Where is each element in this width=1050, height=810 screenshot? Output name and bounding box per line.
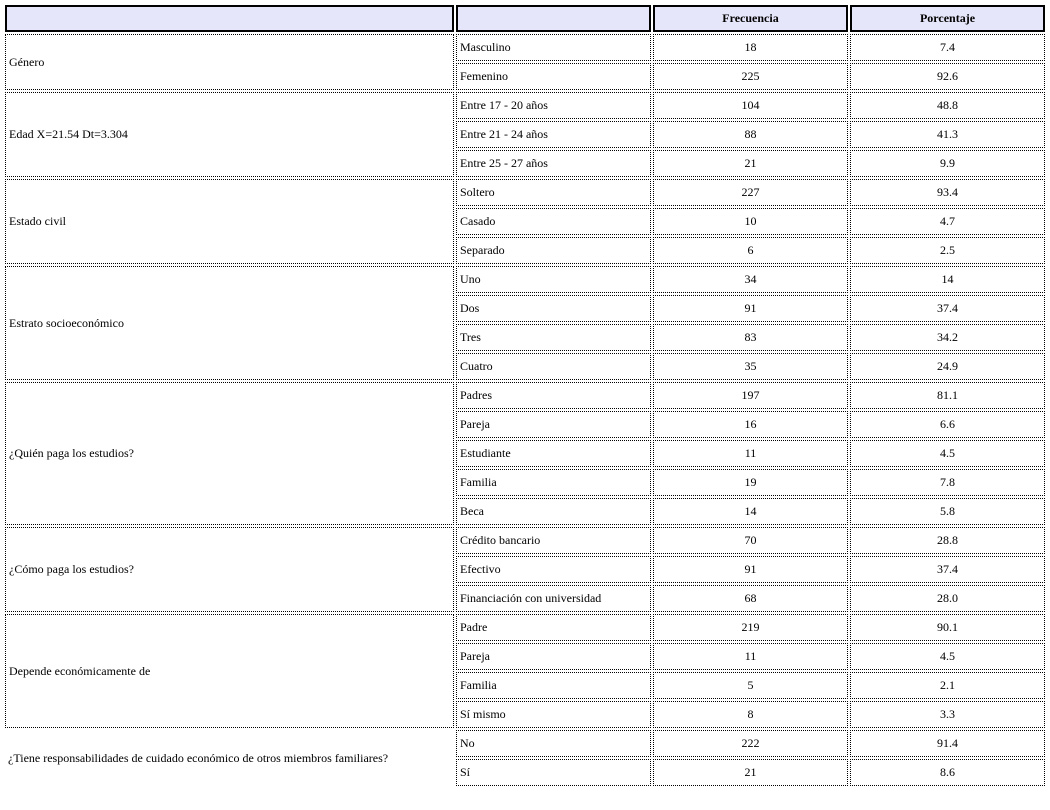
table-row <box>5 179 1045 206</box>
category-cell: Padres <box>456 382 651 409</box>
frequency-cell: 35 <box>653 353 848 380</box>
header-category <box>456 5 651 32</box>
frequency-cell: 10 <box>653 208 848 235</box>
table-row <box>5 34 1045 61</box>
percentage-cell: 92.6 <box>850 63 1045 90</box>
frequency-cell: 11 <box>653 643 848 670</box>
header-frequency: Frecuencia <box>653 5 848 32</box>
frequency-cell: 5 <box>653 672 848 699</box>
category-cell: No <box>456 730 651 757</box>
category-cell: Soltero <box>456 179 651 206</box>
frequency-cell: 19 <box>653 469 848 496</box>
header-row <box>5 5 1045 32</box>
frequency-cell: 16 <box>653 411 848 438</box>
category-cell: Entre 17 - 20 años <box>456 92 651 119</box>
group-label-como-paga: ¿Cómo paga los estudios? <box>5 527 454 612</box>
percentage-cell: 4.5 <box>850 643 1045 670</box>
percentage-cell: 9.9 <box>850 150 1045 177</box>
frequency-cell: 197 <box>653 382 848 409</box>
frequency-cell: 83 <box>653 324 848 351</box>
category-cell: Tres <box>456 324 651 351</box>
frequency-cell: 68 <box>653 585 848 612</box>
group-label-depende: Depende económicamente de <box>5 614 454 728</box>
category-cell: Estudiante <box>456 440 651 467</box>
category-cell: Entre 21 - 24 años <box>456 121 651 148</box>
percentage-cell: 5.8 <box>850 498 1045 525</box>
group-label-edad: Edad X=21.54 Dt=3.304 <box>5 92 454 177</box>
percentage-cell: 2.1 <box>850 672 1045 699</box>
group-label-genero: Género <box>5 34 454 90</box>
percentage-cell: 7.4 <box>850 34 1045 61</box>
category-cell: Familia <box>456 469 651 496</box>
table-row <box>5 266 1045 293</box>
category-cell: Cuatro <box>456 353 651 380</box>
percentage-cell: 28.8 <box>850 527 1045 554</box>
table-row <box>5 527 1045 554</box>
category-cell: Familia <box>456 672 651 699</box>
table-row <box>5 614 1045 641</box>
percentage-cell: 8.6 <box>850 759 1045 786</box>
category-cell: Sí mismo <box>456 701 651 728</box>
percentage-cell: 81.1 <box>850 382 1045 409</box>
percentage-cell: 48.8 <box>850 92 1045 119</box>
frequency-cell: 21 <box>653 150 848 177</box>
category-cell: Pareja <box>456 411 651 438</box>
percentage-cell: 37.4 <box>850 295 1045 322</box>
frequency-cell: 219 <box>653 614 848 641</box>
category-cell: Financiación con universidad <box>456 585 651 612</box>
category-cell: Padre <box>456 614 651 641</box>
category-cell: Entre 25 - 27 años <box>456 150 651 177</box>
percentage-cell: 41.3 <box>850 121 1045 148</box>
percentage-cell: 90.1 <box>850 614 1045 641</box>
group-label-quien-paga: ¿Quién paga los estudios? <box>5 382 454 525</box>
frequency-cell: 6 <box>653 237 848 264</box>
category-cell: Crédito bancario <box>456 527 651 554</box>
percentage-cell: 4.7 <box>850 208 1045 235</box>
header-variable <box>5 5 454 32</box>
percentage-cell: 2.5 <box>850 237 1045 264</box>
frequency-cell: 14 <box>653 498 848 525</box>
percentage-cell: 37.4 <box>850 556 1045 583</box>
frequency-cell: 8 <box>653 701 848 728</box>
table-row <box>5 92 1045 119</box>
frequency-cell: 227 <box>653 179 848 206</box>
category-cell: Beca <box>456 498 651 525</box>
frequency-cell: 225 <box>653 63 848 90</box>
group-label-responsabilidades: ¿Tiene responsabilidades de cuidado económico de otros miembros familiares? <box>8 750 389 765</box>
percentage-cell: 28.0 <box>850 585 1045 612</box>
category-cell: Pareja <box>456 643 651 670</box>
percentage-cell: 24.9 <box>850 353 1045 380</box>
percentage-cell: 93.4 <box>850 179 1045 206</box>
group-label-estado-civil: Estado civil <box>5 179 454 264</box>
frequency-cell: 34 <box>653 266 848 293</box>
category-cell: Efectivo <box>456 556 651 583</box>
category-cell: Femenino <box>456 63 651 90</box>
percentage-cell: 6.6 <box>850 411 1045 438</box>
frequency-cell: 11 <box>653 440 848 467</box>
percentage-cell: 4.5 <box>850 440 1045 467</box>
table-row <box>5 382 1045 409</box>
frequency-cell: 91 <box>653 295 848 322</box>
category-cell: Dos <box>456 295 651 322</box>
percentage-cell: 91.4 <box>850 730 1045 757</box>
frequency-cell: 104 <box>653 92 848 119</box>
frequency-cell: 21 <box>653 759 848 786</box>
header-percentage: Porcentaje <box>850 5 1045 32</box>
category-cell: Casado <box>456 208 651 235</box>
frequency-cell: 91 <box>653 556 848 583</box>
group-label-estrato: Estrato socioeconómico <box>5 266 454 380</box>
table-row <box>5 730 1045 757</box>
frequency-cell: 88 <box>653 121 848 148</box>
frequency-cell: 70 <box>653 527 848 554</box>
demographics-table <box>3 3 1047 788</box>
percentage-cell: 14 <box>850 266 1045 293</box>
category-cell: Masculino <box>456 34 651 61</box>
category-cell: Sí <box>456 759 651 786</box>
frequency-cell: 222 <box>653 730 848 757</box>
percentage-cell: 7.8 <box>850 469 1045 496</box>
frequency-cell: 18 <box>653 34 848 61</box>
category-cell: Separado <box>456 237 651 264</box>
percentage-cell: 3.3 <box>850 701 1045 728</box>
percentage-cell: 34.2 <box>850 324 1045 351</box>
category-cell: Uno <box>456 266 651 293</box>
